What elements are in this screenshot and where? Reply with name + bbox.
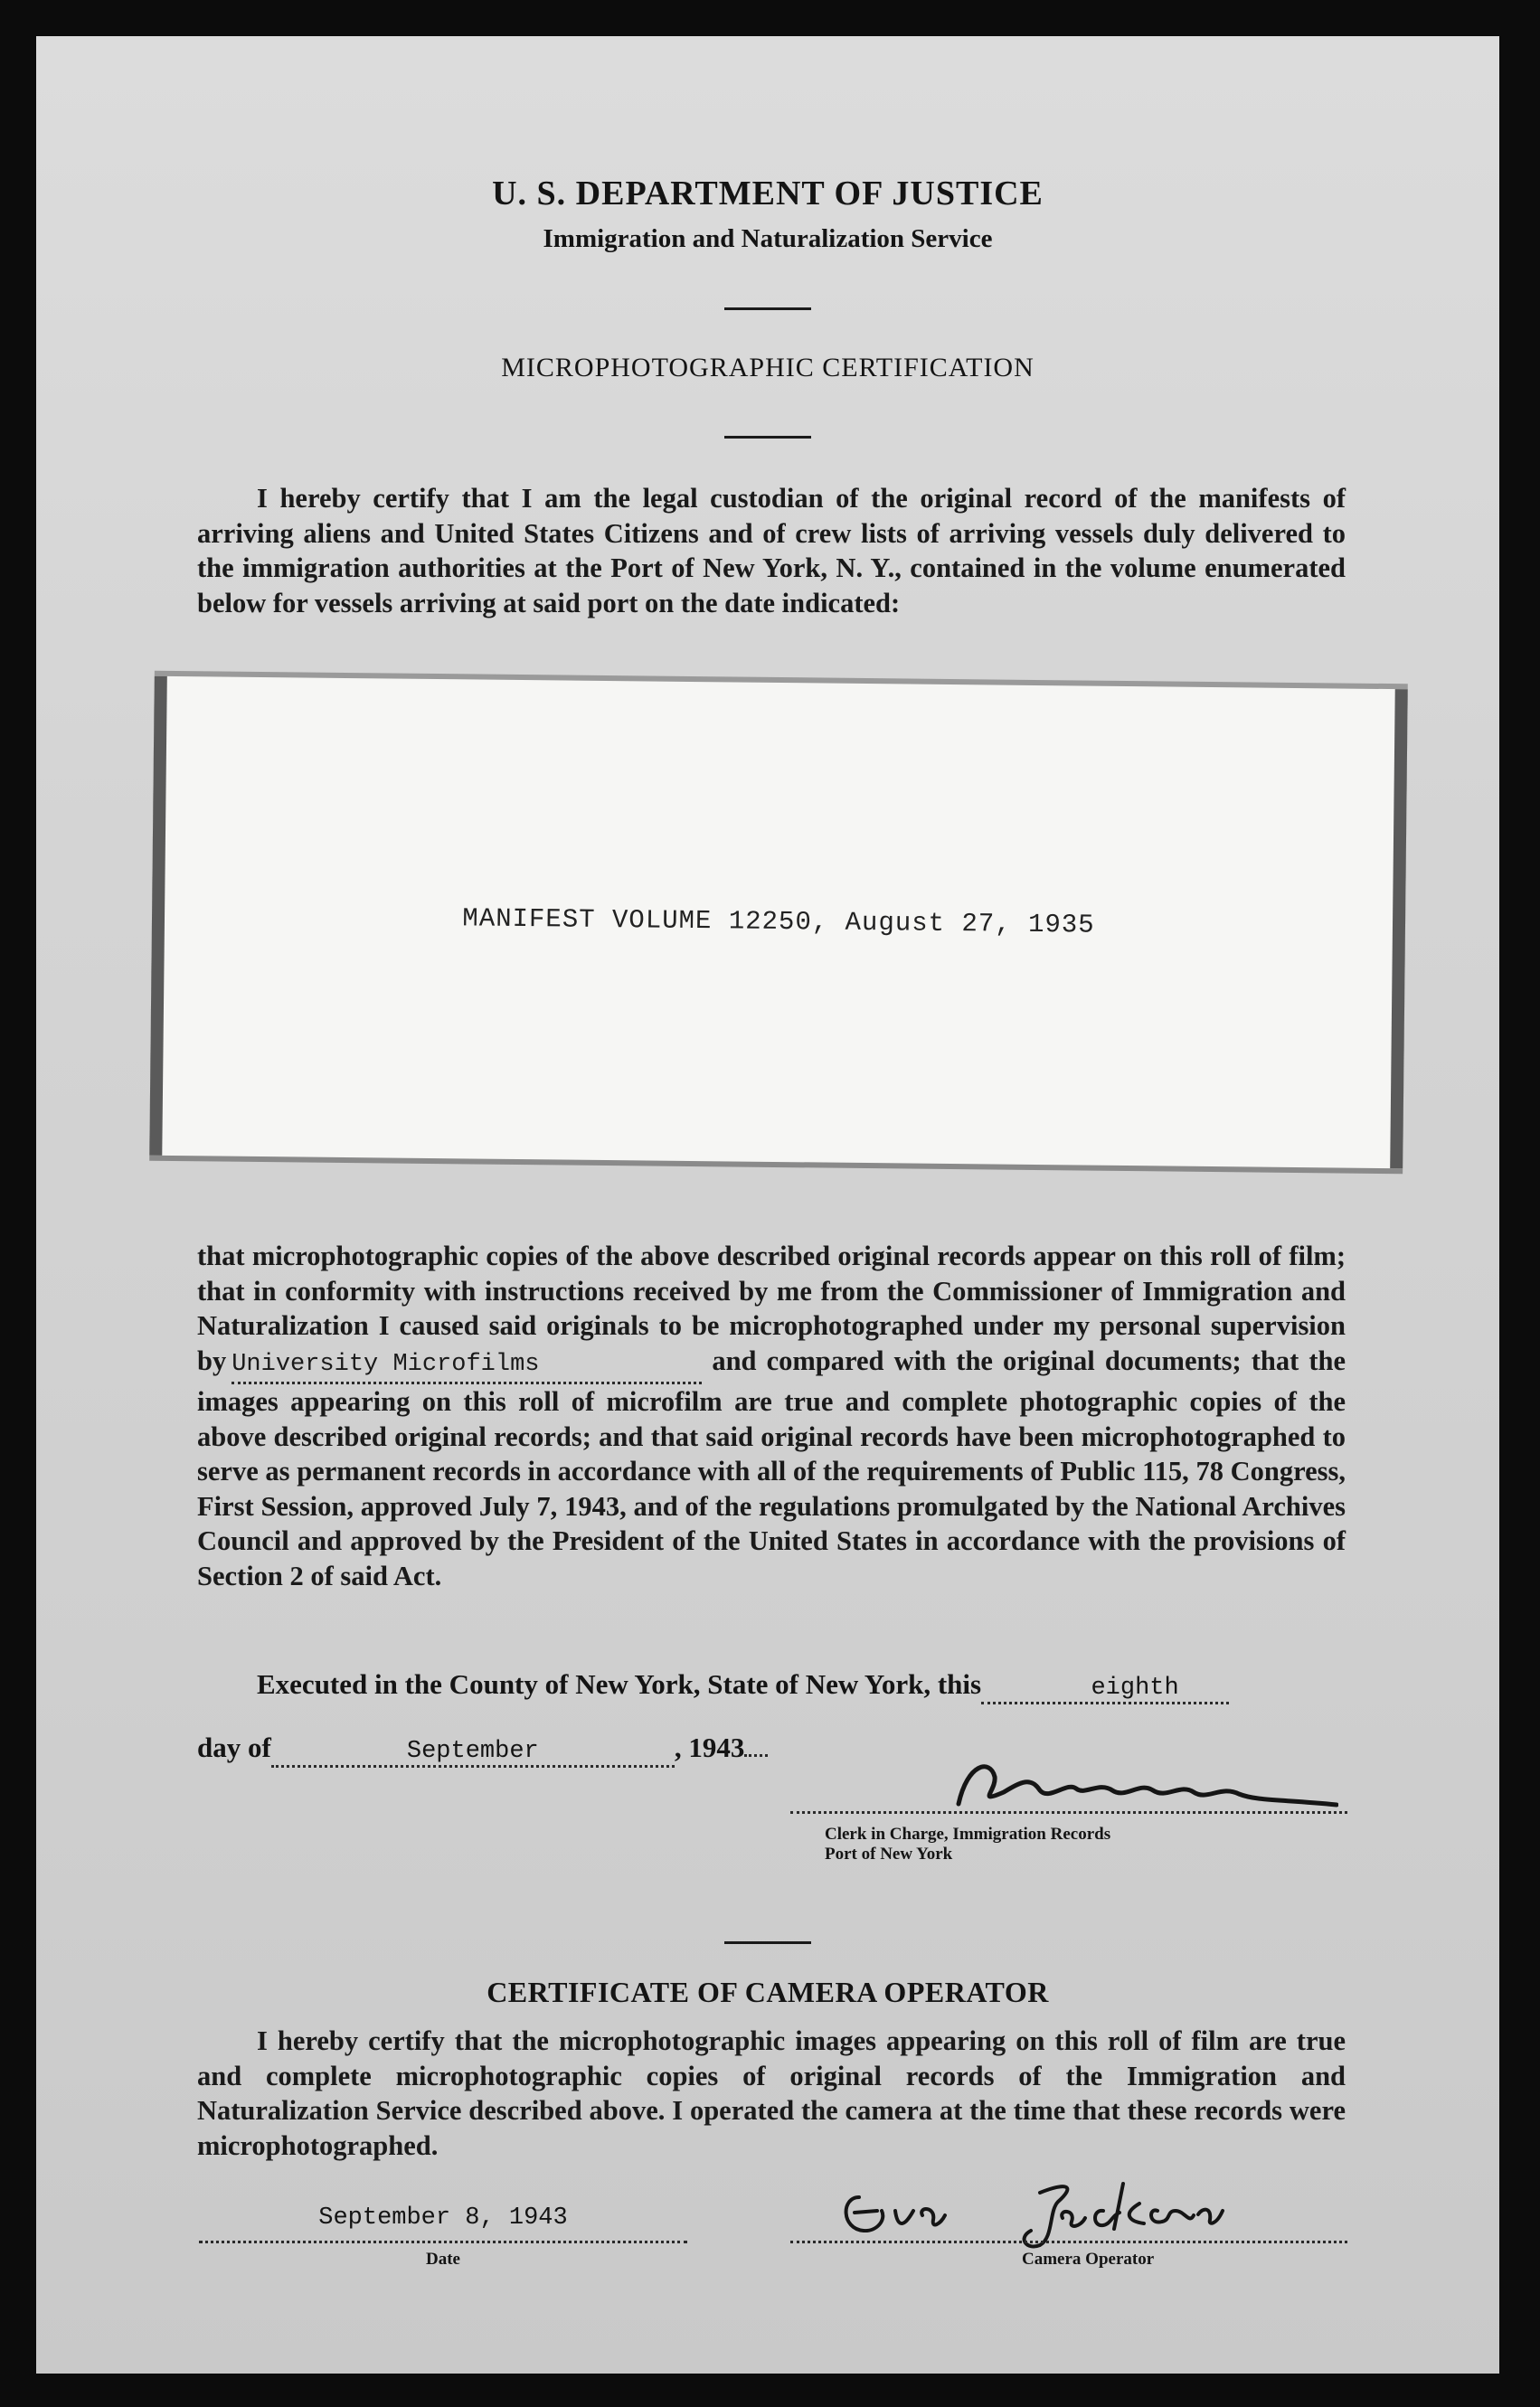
operator-signature-line bbox=[790, 2241, 1347, 2243]
filmer-name-field: University Microfilms bbox=[231, 1347, 702, 1385]
month-field: September bbox=[271, 1738, 675, 1768]
certification-title: MICROPHOTOGRAPHIC CERTIFICATION bbox=[501, 353, 1035, 382]
divider bbox=[724, 307, 811, 310]
date-label: Date bbox=[426, 2250, 460, 2269]
certification-page bbox=[36, 36, 1499, 2374]
camera-certificate-paragraph: I hereby certify that the microphotographic images appearing on this roll of film are true and complete microphotographic copies of original records of the Immigration and Naturalization Service described above. I operated the camera at the time that these records were microphotographed. bbox=[197, 2025, 1346, 2161]
execution-text: Executed in the County of New York, State of New York, this bbox=[257, 1668, 982, 1700]
service-subheading: Immigration and Naturalization Service bbox=[543, 224, 993, 253]
camera-certificate-title: CERTIFICATE OF CAMERA OPERATOR bbox=[487, 1976, 1049, 2008]
supervision-paragraph bbox=[197, 1239, 1346, 1593]
divider bbox=[724, 1941, 811, 1944]
year-dots bbox=[744, 1754, 768, 1757]
year-prefix: , 194 bbox=[674, 1732, 731, 1763]
clerk-signature bbox=[940, 1754, 1338, 1817]
manifest-volume-text: MANIFEST VOLUME 12250, August 27, 1935 bbox=[462, 903, 1095, 940]
divider bbox=[724, 436, 811, 439]
manifest-volume-slip bbox=[149, 676, 1407, 1168]
execution-line bbox=[197, 1668, 1346, 1704]
day-field: eighth bbox=[981, 1675, 1229, 1704]
department-heading: U. S. DEPARTMENT OF JUSTICE bbox=[492, 175, 1044, 212]
clerk-signature-line bbox=[790, 1811, 1347, 1814]
paragraph-text: and compared with the original documents; that the images appearing on this roll of microfilm are true and complete photographic copies of the above described original records; and that said original records have been microphotographed to serve as permanent records in accordance with all of the requirements of Public 115, 78 Congress, First Session, approved July 7, 1943, and of the regulations promulgated by the National Archives Council and approved by the President of the United States in accordance with the provisions of Section 2 of said Act. bbox=[197, 1345, 1346, 1591]
clerk-title bbox=[825, 1825, 1110, 1864]
month-line bbox=[197, 1732, 768, 1768]
clerk-title-line1: Clerk in Charge, Immigration Records bbox=[825, 1825, 1111, 1844]
day-of-label: day of bbox=[197, 1732, 271, 1763]
custodian-paragraph: I hereby certify that I am the legal custodian of the original record of the manifests of arriving aliens and United States Citizens and of crew lists of arriving vessels duly delivered to the immigration authorities at the Port of New York, N. Y., contained in the volume enumerated below for vessels arriving at said port on the date indicated: bbox=[197, 483, 1346, 618]
paragraph-text: that microphotographic copies of the above described original records appear on this roll of film; that in conformity with instructions received by me from the Commissioner of Immigration and Naturalization I caused said originals to be microphotographed under my personal supervision by bbox=[197, 1241, 1346, 1376]
operator-label: Camera Operator bbox=[1022, 2250, 1155, 2269]
date-field: September 8, 1943 bbox=[318, 2204, 568, 2232]
clerk-title-line2: Port of New York bbox=[825, 1845, 953, 1864]
date-line bbox=[199, 2241, 687, 2243]
year-digit: 3 bbox=[730, 1732, 745, 1763]
